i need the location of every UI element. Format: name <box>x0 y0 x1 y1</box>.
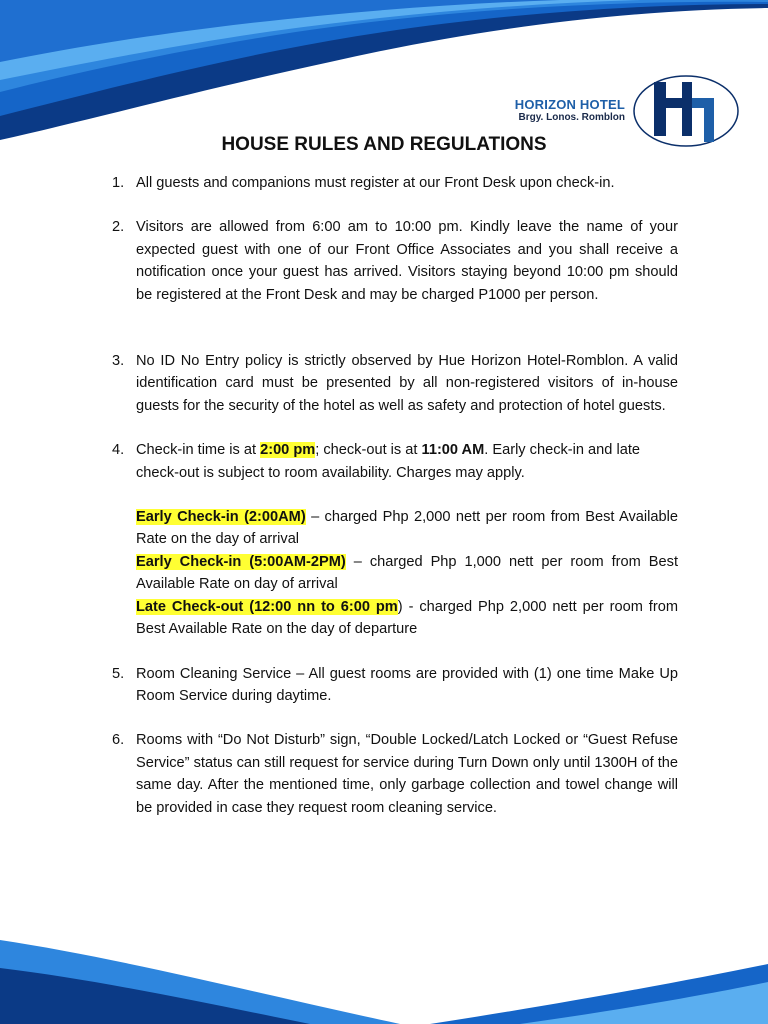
rule-number: 2. <box>112 219 125 236</box>
rules-list <box>112 172 678 841</box>
charge-label: Early Check-in (2:00AM) <box>136 509 306 526</box>
rule-text: No ID No Entry policy is strictly observed by Hue Horizon Hotel-Romblon. A valid identification card must be presented by all non-registered visitors of in-house guests for the security of the hotel as well as safety and protection of hotel guests. <box>136 353 678 414</box>
rule-item-5 <box>112 663 678 708</box>
rule-text-part: ; check-out is at <box>315 442 422 459</box>
rule-item-6 <box>112 729 678 819</box>
checkout-time: 11:00 AM <box>421 442 485 459</box>
rule-item-3 <box>112 350 678 417</box>
rule-item-1 <box>112 172 678 194</box>
charges-list <box>136 506 678 640</box>
charge-late-checkout <box>136 596 678 641</box>
rule-text: All guests and companions must register at our Front Desk upon check-in. <box>136 175 615 191</box>
charge-text: – charged Php 2,000 nett per room from Best Available Rate on the day of arrival <box>136 509 678 548</box>
charge-early-checkin-5am <box>136 551 678 596</box>
page-title: HOUSE RULES AND REGULATIONS <box>221 134 547 155</box>
rule-text: Room Cleaning Service – All guest rooms are provided with (1) one time Make Up Room Service during daytime. <box>136 665 678 704</box>
rule-number: 3. <box>112 353 125 370</box>
rule-number: 6. <box>112 732 125 749</box>
charge-early-checkin-2am <box>136 506 678 551</box>
hotel-location: Brgy. Lonos. Romblon <box>518 112 625 123</box>
charge-label: Early Check-in (5:00AM-2PM) <box>136 553 346 570</box>
rule-number: 5. <box>112 665 125 682</box>
rule-text: Rooms with “Do Not Disturb” sign, “Double Locked/Latch Locked or “Guest Refuse Service” status can still request for service during Turn Down only until 1300H of the same day. After the mentioned time, only garbage collection and towel change will be provided in case they request room cleaning service. <box>136 732 678 816</box>
rule-text-part: Check-in time is at <box>136 442 261 459</box>
rule-text: Visitors are allowed from 6:00 am to 10:00 pm. Kindly leave the name of your expected guest with one of our Front Office Associates and you shall receive a notification once your guest has arrived. Visitors staying beyond 10:00 pm should be registered at the Front Desk and may be charged P1000 per person. <box>136 219 678 303</box>
rule-text <box>136 439 678 484</box>
hotel-name: HORIZON HOTEL <box>514 97 625 112</box>
rule-number: 4. <box>112 442 125 459</box>
footer-wave-decoration <box>0 934 768 1024</box>
rule-item-4 <box>112 439 678 640</box>
rule-text-part: . Early check-in and late check-out is subject to room availability. Charges may apply. <box>136 442 640 481</box>
rule-number: 1. <box>112 175 125 191</box>
rule-item-2 <box>112 216 678 306</box>
checkin-time: 2:00 pm <box>260 442 316 459</box>
charge-text: – charged Php 1,000 nett per room from Best Available Rate on day of arrival <box>136 553 678 593</box>
charge-text: ) - charged Php 2,000 nett per room from Best Available Rate on the day of departure <box>136 598 678 638</box>
charge-label: Late Check-out (12:00 nn to 6:00 pm <box>136 598 398 615</box>
